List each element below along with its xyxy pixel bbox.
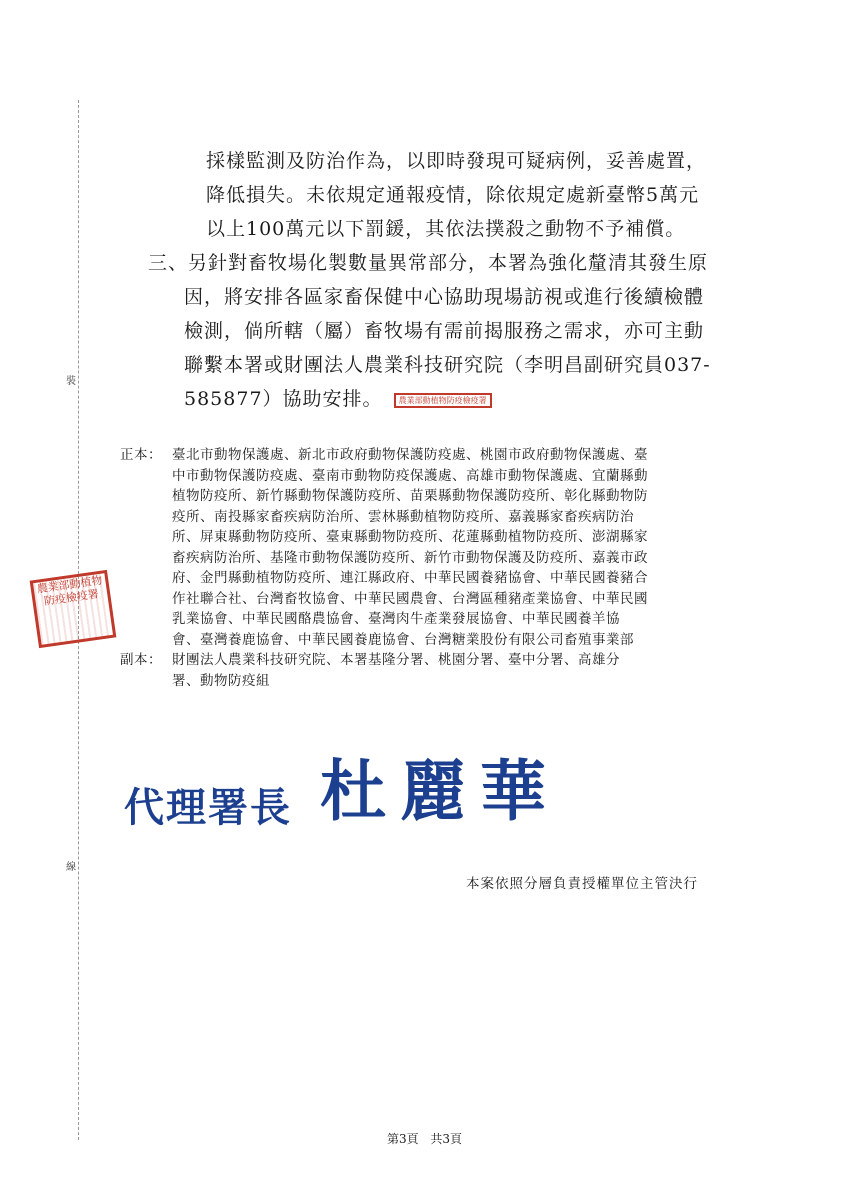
cc-recipients-label: 副本： bbox=[120, 652, 162, 668]
official-seal: 農業部動植物防疫檢疫署 bbox=[394, 393, 492, 408]
main-recipients-label: 正本： bbox=[120, 447, 162, 463]
recipient-line: 府、金門縣動植物防疫所、連江縣政府、中華民國養豬協會、中華民國養豬合 bbox=[172, 570, 648, 586]
recipient-line: 所、屏東縣動物防疫所、臺東縣動物防疫所、花蓮縣動植物防疫所、澎湖縣家 bbox=[172, 529, 648, 545]
body-line: 三、另針對畜牧場化製數量異常部分，本署為強化釐清其發生原 bbox=[148, 252, 709, 274]
signatory-title: 代理署長 bbox=[124, 785, 292, 831]
body-line: 因，將安排各區家畜保健中心協助現場訪視或進行後續檢體 bbox=[184, 286, 705, 308]
main-recipients bbox=[120, 445, 770, 650]
body-line: 降低損失。未依規定通報疫情，除依規定處新臺幣5萬元 bbox=[206, 184, 700, 206]
cc-line: 財團法人農業科技研究院、本署基隆分署、桃園分署、臺中分署、高雄分 bbox=[172, 652, 620, 668]
signatory-name: 杜麗華 bbox=[320, 753, 560, 830]
page-total: 共3頁 bbox=[430, 1132, 463, 1146]
cc-line: 署、動物防疫組 bbox=[172, 672, 270, 689]
body-text bbox=[148, 144, 768, 416]
recipient-line: 疫所、南投縣家畜疾病防治所、雲林縣動植物防疫所、嘉義縣家畜疾病防治 bbox=[172, 508, 634, 525]
page-number bbox=[0, 1130, 849, 1147]
recipient-line: 中市動物保護防疫處、臺南市動物防疫保護處、高雄市動物保護處、宜蘭縣動 bbox=[172, 467, 648, 484]
recipients-section bbox=[120, 445, 770, 691]
authorization-note: 本案依照分層負責授權單位主管決行 bbox=[466, 876, 698, 892]
recipient-line: 作社聯合社、台灣畜牧協會、中華民國農會、台灣區種豬產業協會、中華民國 bbox=[172, 590, 648, 607]
side-seal: 農業部動植物防疫檢疫署 bbox=[30, 570, 117, 648]
recipient-line: 臺北市動物保護處、新北市政府動物保護防疫處、桃園市政府動物保護處、臺 bbox=[172, 447, 648, 463]
body-line: 聯繫本署或財團法人農業科技研究院（李明昌副研究員037- bbox=[184, 354, 711, 376]
body-line: 檢測，倘所轄（屬）畜牧場有需前揭服務之需求，亦可主動 bbox=[184, 320, 705, 342]
recipient-line: 畜疾病防治所、基隆市動物保護防疫所、新竹市動物保護及防疫所、嘉義市政 bbox=[172, 549, 648, 566]
body-line: 585877）協助安排。 bbox=[184, 388, 383, 410]
signature-block bbox=[124, 738, 560, 833]
page-current: 第3頁 bbox=[386, 1132, 419, 1146]
body-line-last bbox=[148, 382, 768, 416]
cc-recipients bbox=[120, 650, 770, 691]
recipient-line: 植物防疫所、新竹縣動物保護防疫所、苗栗縣動物保護防疫所、彰化縣動物防 bbox=[172, 488, 648, 504]
recipient-line: 會、臺灣養鹿協會、中華民國養鹿協會、台灣糖業股份有限公司畜殖事業部 bbox=[172, 631, 634, 648]
binding-mark-xian: 線 bbox=[64, 858, 78, 873]
binding-mark-zhuang: 裝 bbox=[64, 372, 78, 387]
recipient-line: 乳業協會、中華民國酪農協會、臺灣肉牛產業發展協會、中華民國養羊協 bbox=[172, 611, 620, 627]
body-line: 採樣監測及防治作為，以即時發現可疑病例，妥善處置， bbox=[206, 150, 707, 172]
body-line: 以上100萬元以下罰鍰，其依法撲殺之動物不予補償。 bbox=[206, 218, 686, 240]
